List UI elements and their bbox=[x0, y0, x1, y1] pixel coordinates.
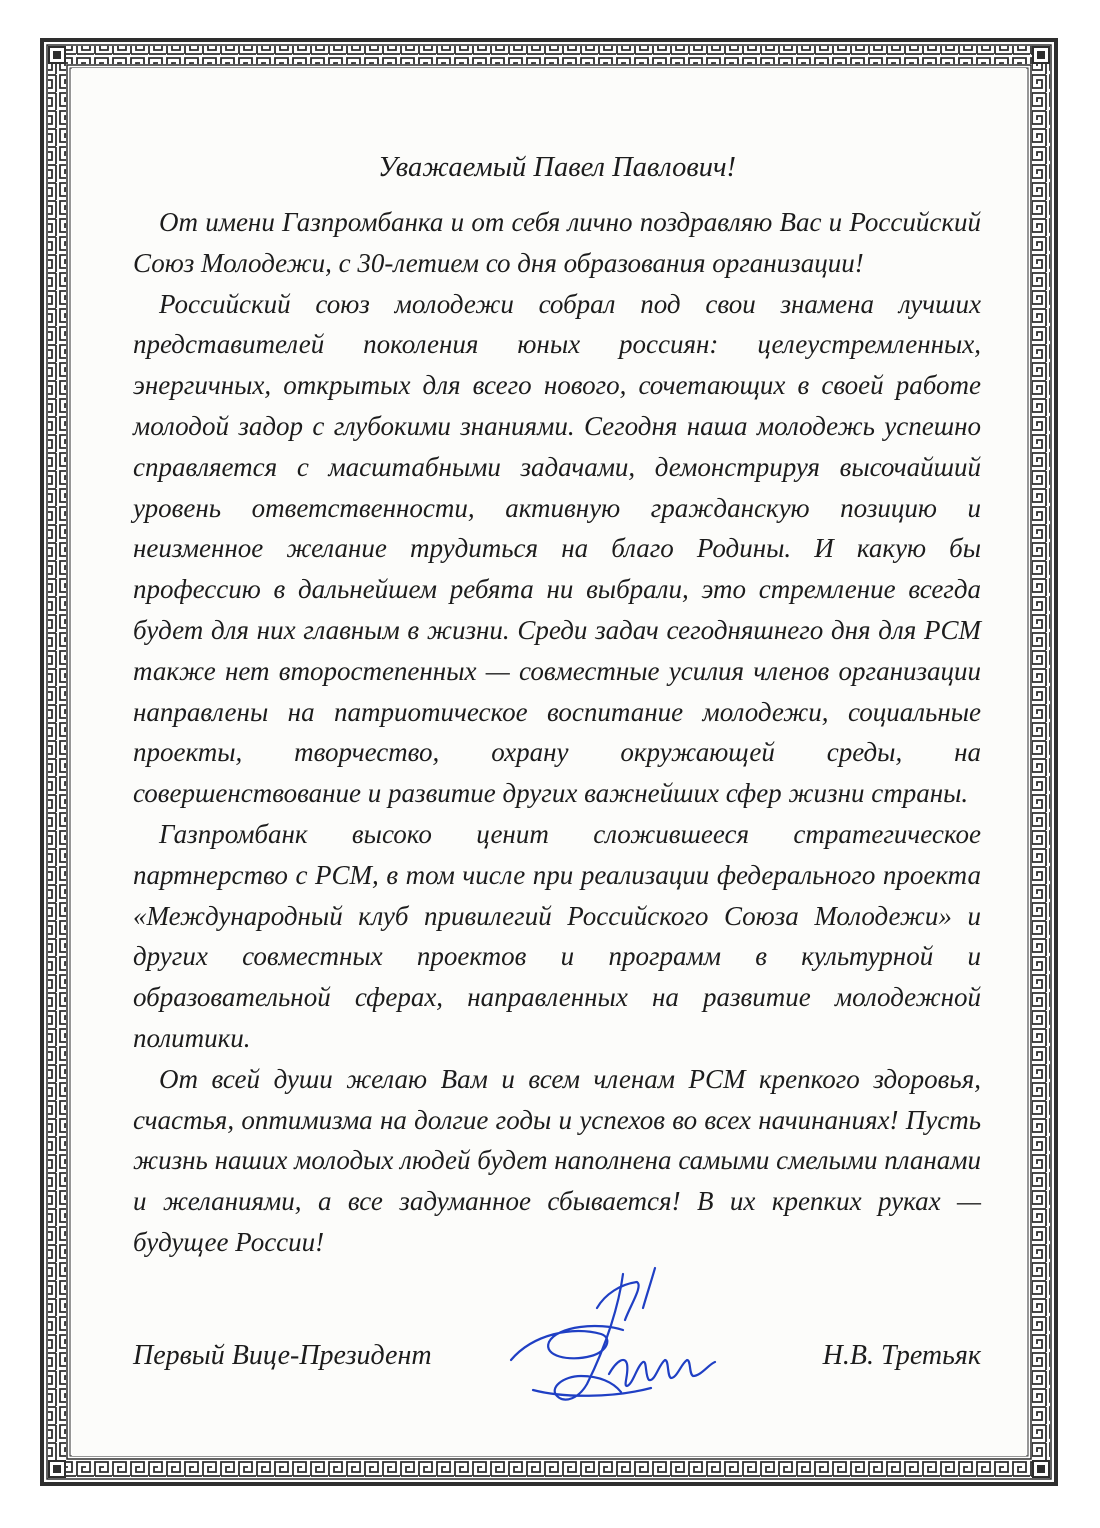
handwritten-signature-icon bbox=[503, 1264, 763, 1414]
paragraph-wishes: От всей души желаю Вам и всем членам РСМ крепкого здоровья, счастья, оптимизма на долгие годы и успехов во всех начинаниях! Пусть жизнь наших молодых людей будет наполнена самыми смелыми планами и желаниями, а все задуманное сбывается! В их крепких руках — будущее России! bbox=[133, 1063, 981, 1257]
paragraph-partnership: Газпромбанк высоко ценит сложившееся стратегическое партнерство с РСМ, в том числе при реализации федерального проекта «Международный клуб привилегий Российского Союза Молодежи» и других совместных проектов и программ в культурной и образовательной сферах, направленных на развитие молодежной политики. bbox=[133, 818, 981, 1053]
paragraph-congratulation: От имени Газпромбанка и от себя лично поздравляю Вас и Российский Союз Молодежи, с 30-летием со дня образования организации! bbox=[133, 207, 981, 278]
paragraph-about-rsm: Российский союз молодежи собрал под свои знамена лучших представителей поколения юных россиян: целеустремленных, энергичных, открытых для всего нового, сочетающих в своей работе молодой задор с глубокими знаниями. Сегодня наша молодежь успешно справляется с масштабными задачами, демонстрируя высочайший уровень ответственности, активную гражданскую позицию и неизменное желание трудиться на благо Родины. И какую бы профессию в дальнейшем ребята ни выбрали, это стремление всегда будет для них главным в жизни. Среди задач сегодняшнего дня для РСМ также нет второстепенных — совместные усилия членов организации направлены на патриотическое воспитание молодежи, социальные проекты, творчество, охрану окружающей среды, на совершенствование и развитие других важнейших сфер жизни страны. bbox=[133, 288, 981, 809]
letter-body bbox=[133, 148, 981, 1263]
signature-block bbox=[133, 1316, 981, 1396]
signatory-position: Первый Вице-Президент bbox=[133, 1340, 432, 1371]
salutation: Уважаемый Павел Павлович! bbox=[377, 152, 737, 183]
signatory-name: Н.В. Третьяк bbox=[822, 1340, 981, 1371]
